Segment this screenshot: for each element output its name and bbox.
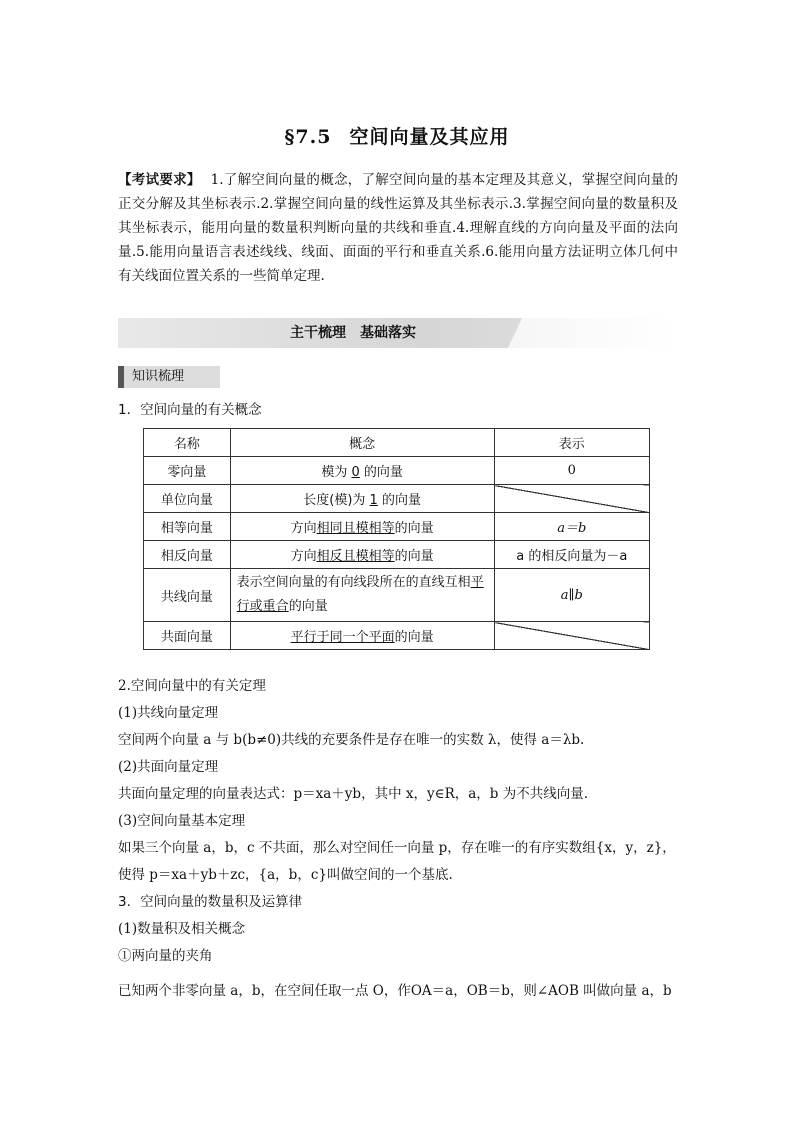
row-name: 单位向量 (144, 485, 231, 513)
requirements-text: 1.了解空间向量的概念，了解空间向量的基本定理及其意义，掌握空间向量的正交分解及其坐标表示.2.掌握空间向量的线性运算及其坐标表示.3.掌握空间向量的数量积及其坐标表示，能用向量的数量积判断向量的共线和垂直.4.理解直线的方向向量及平面的法向量.5.能用向量语言表述线线、线面、面面的平行和垂直关系.6.能用向量方法证明立体几何中有关线面位置关系的一些简单定理. (118, 172, 678, 284)
text-collinear: 空间两个向量 a 与 b(b≠0)共线的充要条件是存在唯一的实数 λ，使得 a＝λb. (118, 732, 585, 748)
row-concept: 平行于同一个平面的向量 (230, 622, 494, 650)
table-row (144, 541, 650, 569)
row-name: 相反向量 (144, 541, 231, 569)
subheading-dot-product: (1)数量积及相关概念 (118, 921, 246, 937)
row-representation-empty (494, 622, 649, 650)
row-name: 共面向量 (144, 622, 231, 650)
text-coplanar: 共面向量定理的向量表达式：p＝xa＋yb，其中 x，y∈R，a，b 为不共线向量. (118, 786, 589, 802)
row-name: 相等向量 (144, 513, 231, 541)
subheading-angle: ①两向量的夹角 (118, 948, 213, 964)
knowledge-tag: 知识梳理 (118, 366, 220, 388)
subheading-basis: (3)空间向量基本定理 (118, 813, 246, 829)
table-header: 名称 (144, 429, 231, 457)
requirements-tag: 【考试要求】 (118, 172, 201, 188)
heading-theorems: 2.空间向量中的有关定理 (118, 678, 266, 694)
table-header-row (144, 429, 650, 457)
text-basis-1: 如果三个向量 a，b，c 不共面，那么对空间任一向量 p，存在唯一的有序实数组{x，y，z}， (118, 840, 676, 856)
row-concept: 方向相同且模相等的向量 (230, 513, 494, 541)
section-number: §7.5 (284, 126, 332, 148)
row-representation: a＝b (494, 513, 649, 541)
row-concept: 表示空间向量的有向线段所在的直线互相平行或重合的向量 (230, 569, 494, 622)
exam-requirements (118, 168, 678, 288)
row-name: 零向量 (144, 457, 231, 485)
page-title (0, 122, 794, 149)
section-banner (118, 318, 678, 348)
table-row (144, 622, 650, 650)
row-concept: 方向相反且模相等的向量 (230, 541, 494, 569)
table-row (144, 569, 650, 622)
concepts-table (143, 428, 650, 650)
row-concept: 长度(模)为 1 的向量 (230, 485, 494, 513)
subheading-coplanar: (2)共面向量定理 (118, 759, 219, 775)
row-name: 共线向量 (144, 569, 231, 622)
table-row (144, 485, 650, 513)
table-header: 表示 (494, 429, 649, 457)
subheading-collinear: (1)共线向量定理 (118, 705, 219, 721)
section-title: 空间向量及其应用 (349, 126, 510, 148)
table-row (144, 513, 650, 541)
row-representation: a 的相反向量为－a (494, 541, 649, 569)
table-header: 概念 (230, 429, 494, 457)
row-representation: 0 (494, 457, 649, 485)
row-concept: 模为 0 的向量 (230, 457, 494, 485)
row-representation: a∥b (494, 569, 649, 622)
banner-text: 主干梳理 基础落实 (290, 325, 416, 341)
row-representation-empty (494, 485, 649, 513)
heading-concepts: 1．空间向量的有关概念 (118, 402, 262, 418)
table-row (144, 457, 650, 485)
heading-dot-product: 3．空间向量的数量积及运算律 (118, 894, 303, 910)
text-angle: 已知两个非零向量 a，b，在空间任取一点 O，作OA＝a，OB＝b，则∠AOB 叫做向量 a，b (118, 983, 672, 999)
text-basis-2: 使得 p＝xa＋yb＋zc，{a，b，c}叫做空间的一个基底. (118, 867, 453, 883)
